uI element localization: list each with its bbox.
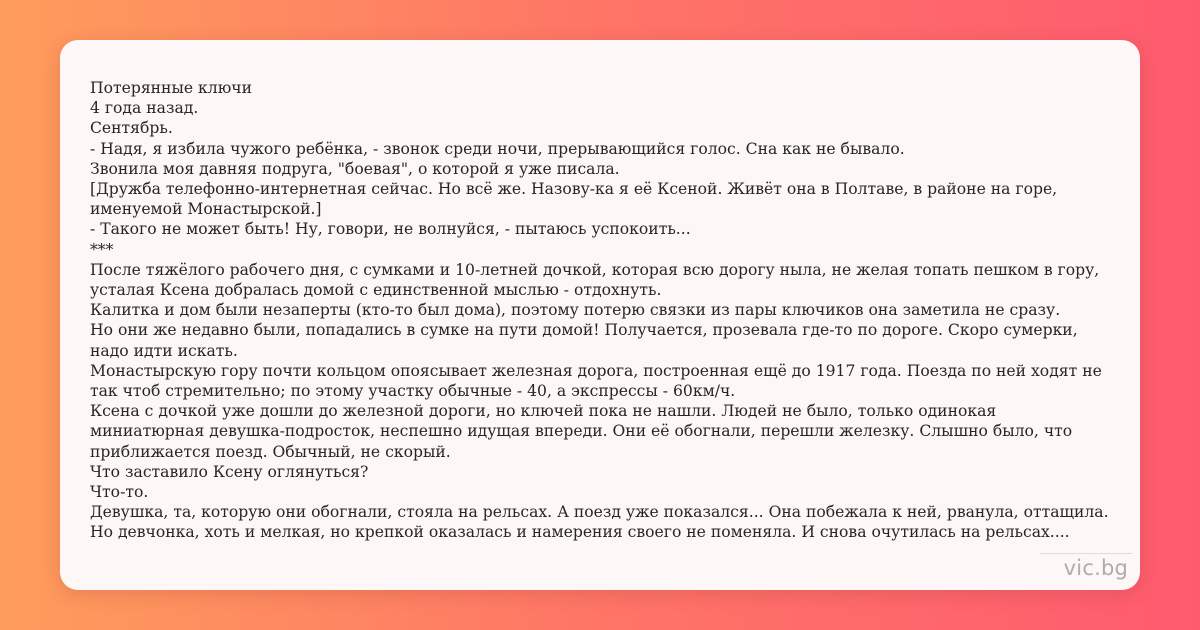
post-separator: *** <box>90 240 114 259</box>
post-title: Потерянные ключи <box>90 79 252 97</box>
post-line: Ксена с дочкой уже дошли до железной дороги, но ключей пока не нашли. Людей не было, только одинокая <box>90 402 997 421</box>
post-line: надо идти искать. <box>90 341 238 360</box>
post-line: Что заставило Ксену оглянуться? <box>90 462 369 481</box>
post-line: - Такого не может быть! Ну, говори, не волнуйся, - пытаюсь успокоить... <box>90 220 691 239</box>
post-card <box>60 40 1140 590</box>
post-line: - Надя, я избила чужого ребёнка, - звонок среди ночи, прерывающийся голос. Сна как не бывало. <box>90 139 905 158</box>
post-line: Звонила моя давняя подруга, "боевая", о которой я уже писала. <box>90 159 620 178</box>
post-line: Но девчонка, хоть и мелкая, но крепкой оказалась и намерения своего не поменяла. И снова очутилась на рельсах.... <box>90 523 1070 542</box>
footer-divider <box>1040 553 1132 554</box>
post-line: Девушка, та, которую они обогнали, стояла на рельсах. А поезд уже показался... Она побежала к ней, рванула, оттащила. <box>90 503 1109 522</box>
post-line: Сентябрь. <box>90 119 173 138</box>
post-line: Калитка и дом были незаперты (кто-то был дома), поэтому потерю связки из пары ключиков она заметила не сразу. <box>90 301 1061 320</box>
post-line: 4 года назад. <box>90 99 199 118</box>
post-line: Монастырскую гору почти кольцом опоясывает железная дорога, построенная ещё до 1917 года. Поезда по ней ходят не <box>90 361 1102 380</box>
post-line: Что-то. <box>90 483 149 502</box>
post-text <box>90 78 1130 543</box>
post-line: усталая Ксена добралась домой с единственной мыслью - отдохнуть. <box>90 281 662 300</box>
post-line: Но они же недавно были, попадались в сумке на пути домой! Получается, прозевала где-то по дороге. Скоро сумерки, <box>90 321 1078 340</box>
post-line: именуемой Монастырской.] <box>90 200 322 219</box>
post-line: [Дружба телефонно-интернетная сейчас. Но всё же. Назову-ка я её Ксеной. Живёт она в Полтаве, в районе на горе, <box>90 180 1058 199</box>
brand-logo: vic.bg <box>1063 556 1128 580</box>
post-line: миниатюрная девушка-подросток, неспешно идущая впереди. Они её обогнали, перешли железку. Слышно было, что <box>90 422 1073 441</box>
post-line: так чтоб стремительно; по этому участку обычные - 40, а экспрессы - 60км/ч. <box>90 382 736 401</box>
post-line: приближается поезд. Обычный, не скорый. <box>90 442 451 461</box>
post-line: После тяжёлого рабочего дня, с сумками и 10-летней дочкой, которая всю дорогу ныла, не желая топать пешком в гору, <box>90 260 1100 279</box>
